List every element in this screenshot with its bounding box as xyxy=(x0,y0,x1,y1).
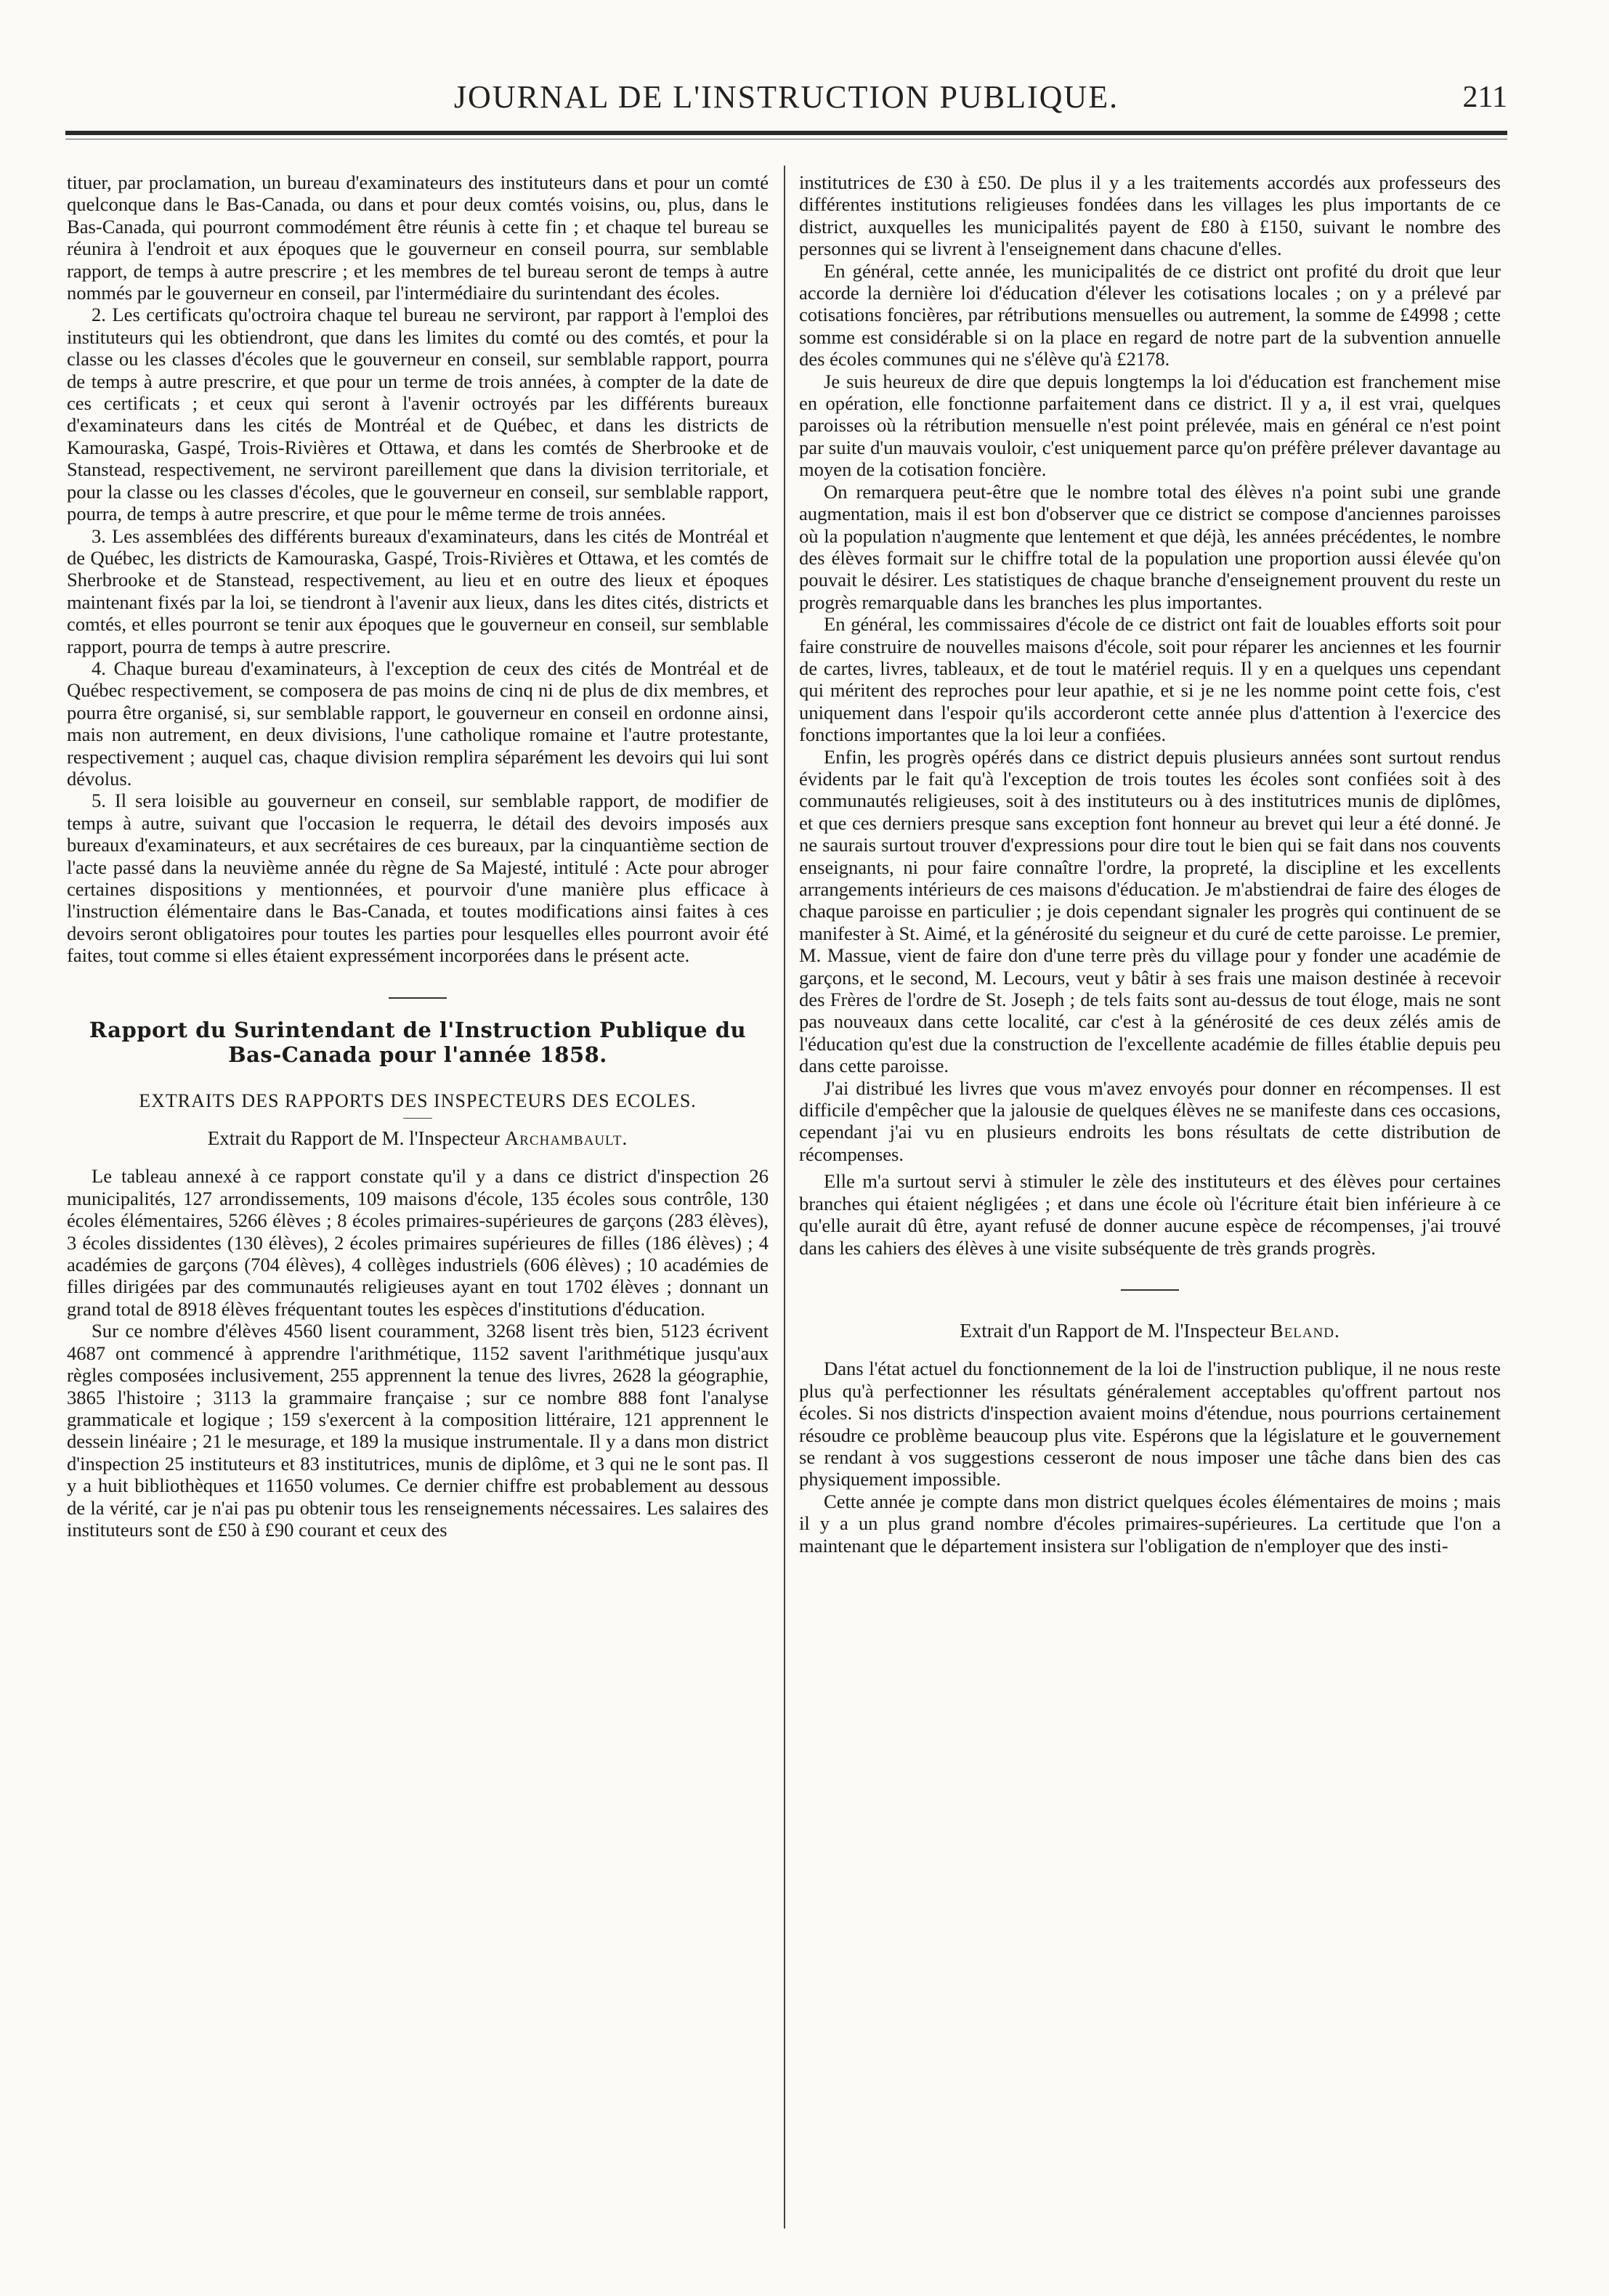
paragraph: Dans l'état actuel du fonctionnement de la loi de l'instruction publique, il ne nous reste plus qu'à perfectionner les résultats généralement acceptables qu'offrent partout nos écoles. Si nos districts d'inspection avaient moins d'étendue, nous pourrions certainement résoudre ce problème beaucoup plus vite. Espérons que la législature et le gouvernement se rendant à vos suggestions cesseront de nous imposer une tâche dans bien des cas physiquement impossible. xyxy=(799,1358,1501,1490)
inspector-name: Beland. xyxy=(1270,1319,1340,1342)
paragraph: Sur ce nombre d'élèves 4560 lisent couramment, 3268 lisent très bien, 5123 écrivent 4687 ont commencé à apprendre l'arithmétique, 1152 savent l'arithmétique jusqu'aux règles composées inclusivement, 255 apprennent la tenue des livres, 2628 la géographie, 3865 l'histoire ; 3113 la grammaire française ; sur ce nombre 888 font l'analyse grammaticale et logique ; 159 s'exercent à la composition littéraire, 121 apprennent le dessein linéaire ; 21 le mesurage, et 189 la musique instrumentale. Il y a dans mon district d'inspection 25 instituteurs et 83 institutrices, munis de diplôme, et 3 qui ne le sont pas. Il y a huit bibliothèques et 11650 volumes. Ce dernier chiffre est probablement au dessous de la vérité, car je n'ai pas pu obtenir tous les renseignements nécessaires. Les salaires des instituteurs sont de £50 à £90 courant et ceux des xyxy=(67,1320,769,1541)
paragraph: Cette année je compte dans mon district quelques écoles élémentaires de moins ; mais il y a un plus grand nombre d'écoles primaires-supérieures. La certitude que l'on a maintenant que le département insistera sur l'obligation de n'employer que des insti- xyxy=(799,1490,1501,1557)
extract-heading xyxy=(799,1320,1501,1342)
paragraph: 2. Les certificats qu'octroira chaque tel bureau ne serviront, par rapport à l'emploi des instituteurs qui les obtiendront, que dans les limites du comté ou des comtés, et pour la classe ou les classes d'écoles que le gouverneur en conseil, sur semblable rapport, pourra de temps à autre prescrire, et que pour un terme de trois années, à compter de la date de ces certificats ; et ceux qui seront à l'avenir octroyés par les différents bureaux d'examinateurs dans les cités de Montréal et de Québec, et dans les districts de Kamouraska, Gaspé, Trois-Rivières et Ottawa, et dans les comtés de Sherbrooke et de Stanstead, respectivement, ne serviront pareillement que dans la division territoriale, et pour la classe ou les classes d'écoles, que le gouverneur en conseil, sur semblable rapport, pourra, de temps à autre prescrire, et que pour le même terme de trois années. xyxy=(67,304,769,525)
left-column xyxy=(67,171,769,2227)
paragraph: J'ai distribué les livres que vous m'avez envoyés pour donner en récompenses. Il est difficile d'empêcher que la jalousie de quelques élèves ne se manifeste dans ces occasions, cependant j'ai vu en plusieurs endroits les bons résultats de cette distribution de récompenses. xyxy=(799,1076,1501,1165)
inspector-name: Archambault. xyxy=(504,1127,628,1150)
running-head xyxy=(65,71,1507,122)
paragraph: Enfin, les progrès opérés dans ce district depuis plusieurs années sont surtout rendus évidents par le fait qu'à l'exception de trois toutes les écoles sont confiées soit à des communautés religieuses, soit à des instituteurs ou à des institutrices munis de diplômes, et que ces derniers presque sans exception font honneur au brevet qui leur a été donné. Je ne saurais surtout trouver d'expressions pour dire tout le bien qui se fait dans nos couvents enseignants, ni pour faire connaître l'ordre, la propreté, la discipline et les excellents arrangements intérieurs de ces maisons d'éducation. Je m'abstiendrai de faire des éloges de chaque paroisse en particulier ; je dois cependant signaler les progrès qui continuent de se manifester à St. Aimé, et la générosité du seigneur et du curé de cette paroisse. Le premier, M. Massue, vient de faire don d'une terre près du village pour y fonder une académie de garçons, et le second, M. Lecours, veut y bâtir à ses frais une maison destinée à recevoir des Frères de l'ordre de St. Joseph ; de tels faits sont au-dessus de tout éloge, mais ne sont pas nouveaux dans cette localité, car c'est à la générosité de ces deux zélés amis de l'éducation qu'est due la construction de l'excellente académie de filles établie depuis peu dans cette paroisse. xyxy=(799,745,1501,1077)
right-column xyxy=(799,171,1501,2227)
paragraph: Je suis heureux de dire que depuis longtemps la loi d'éducation est franchement mise en opération, elle fonctionne parfaitement dans ce district. Il y a, il est vrai, quelques paroisses où la rétribution mensuelle n'est point prélevée, mais en général ce n'est point par suite d'un mauvais vouloir, c'est uniquement parce qu'on préfère prélever davantage au moyen de la cotisation foncière. xyxy=(799,370,1501,481)
journal-title: JOURNAL DE L'INSTRUCTION PUBLIQUE. xyxy=(453,79,1119,115)
paragraph: 3. Les assemblées des différents bureaux d'examinateurs, dans les cités de Montréal et de Québec, les districts de Kamouraska, Gaspé, Trois-Rivières et Ottawa, et les comtés de Sherbrooke et de Stanstead, respectivement, au lieu et en outre des lieux et époques maintenant fixés par la loi, se tiendront à l'avenir aux lieux, dans les dites cités, districts et comtés, et elles pourront se tenir aux époques que le gouverneur en conseil, sur semblable rapport, pourra de temps à autre prescrire. xyxy=(67,524,769,657)
paragraph: En général, les commissaires d'école de ce district ont fait de louables efforts soit pour faire construire de nouvelles maisons d'école, soit pour réparer les anciennes et les fournir de cartes, livres, tableaux, et de tout le matériel requis. Il y en a quelques uns cependant qui méritent des reproches pour leur apathie, et si je ne les nomme point cette fois, c'est uniquement dans l'espoir qu'ils accorderont cette année plus d'attention à l'exercice des fonctions importantes que la loi leur a confiées. xyxy=(799,613,1501,746)
section-rule xyxy=(1121,1289,1179,1291)
paragraph: 5. Il sera loisible au gouverneur en conseil, sur semblable rapport, de modifier de temps à autre, suivant que l'occasion le requerra, le détail des devoirs imposés aux bureaux d'examinateurs, et aux secrétaires de ces bureaux, par la cinquantième section de l'acte passé dans la neuvième année du règne de Sa Majesté, intitulé : Acte pour abroger certaines dispositions y mentionnées, et pourvoir d'une manière plus efficace à l'instruction élémentaire dans le Bas-Canada, et toutes modifications ainsi faites à ces devoirs seront obligatoires pour toutes les parties pour lesquelles elles pourront avoir été faites, tout comme si elles étaient expressément incorporées dans le présent acte. xyxy=(67,790,769,967)
header-rule xyxy=(65,131,1507,135)
extract-heading-prefix: Extrait d'un Rapport de M. l'Inspecteur xyxy=(960,1319,1265,1342)
paragraph: En général, cette année, les municipalités de ce district ont profité du droit que leur accorde la dernière loi d'éducation d'élever les cotisations locales ; on y a prélevé par cotisations foncières, par rétributions mensuelles ou autrement, la somme de £4998 ; cette somme est considérable si on la place en regard de notre part de la subvention annuelle des écoles communes qui ne s'élève qu'à £2178. xyxy=(799,259,1501,370)
paragraph: On remarquera peut-être que le nombre total des élèves n'a point subi une grande augmentation, mais il est bon d'observer que ce district se compose d'anciennes paroisses où la population n'augmente que lentement et que déjà, les années précédentes, le nombre des élèves formait sur le chiffre total de la population une proportion aussi élevée qu'on pouvait le désirer. Les statistiques de chaque branche d'enseignement prouvent du reste un progrès remarquable dans les branches les plus importantes. xyxy=(799,480,1501,613)
paragraph: Le tableau annexé à ce rapport constate qu'il y a dans ce district d'inspection 26 municipalités, 127 arrondissements, 109 maisons d'école, 135 écoles sous contrôle, 130 écoles élémentaires, 5266 élèves ; 8 écoles primaires-supérieures de garçons (283 élèves), 3 écoles dissidentes (130 élèves), 2 écoles primaires supérieures de filles (186 élèves) ; 4 académies de garçons (704 élèves), 4 collèges industriels (606 élèves) ; 10 académies de filles dirigées par des communautés religieuses ayant en tout 1702 élèves ; donnant un grand total de 8918 élèves fréquentant toutes les espèces d'institutions d'éducation. xyxy=(67,1165,769,1320)
paragraph: tituer, par proclamation, un bureau d'examinateurs des instituteurs dans et pour un comté quelconque dans le Bas-Canada, ou dans et pour deux comtés voisins, ou, plus, dans le Bas-Canada, qui pourront commodément être réunis à cette fin ; et chaque tel bureau se réunira à l'endroit et aux époques que le gouverneur en conseil pourra, sur semblable rapport, de temps à autre prescrire ; et les membres de tel bureau seront de temps à autre nommés par le gouverneur en conseil, par l'intermédiaire du surintendant des écoles. xyxy=(67,171,769,304)
column-divider xyxy=(784,166,785,2228)
paragraph: institutrices de £30 à £50. De plus il y a les traitements accordés aux professeurs des différentes institutions religieuses fondées dans les villages les plus importants de ce district, auxquelles les municipalités payent de £80 à £150, suivant le nombre des personnes qui se livrent à l'enseignement dans chacune d'elles. xyxy=(799,171,1501,260)
section-rule xyxy=(389,997,447,999)
report-subtitle: EXTRAITS DES RAPPORTS DES INSPECTEURS DES ECOLES. xyxy=(139,1090,697,1111)
paragraph: 4. Chaque bureau d'examinateurs, à l'exception de ceux des cités de Montréal et de Québec respectivement, se composera de pas moins de cinq ni de plus de dix membres, et pourra être organisé, si, sur semblable rapport, le gouverneur en conseil en ordonne ainsi, mais non autrement, en deux divisions, l'une catholique romaine et l'autre protestante, respectivement ; auquel cas, chaque division remplira séparément les devoirs qui lui sont dévolus. xyxy=(67,657,769,790)
paragraph: Elle m'a surtout servi à stimuler le zèle des instituteurs et des élèves pour certaines branches qui étaient négligées ; et dans une école où l'écriture était bien inférieure à ce qu'elle aurait dû être, ayant refusé de donner aucune espèce de récompenses, j'ai trouvé dans les cahiers des élèves à une visite subséquente de très grands progrès. xyxy=(799,1170,1501,1259)
section-rule xyxy=(403,1118,432,1119)
page-number: 211 xyxy=(1462,81,1507,114)
report-title: Rapport du Surintendant de l'Instruction Publique du Bas-Canada pour l'année 1858. xyxy=(89,1017,747,1067)
extract-heading xyxy=(67,1127,769,1149)
extract-heading-prefix: Extrait du Rapport de M. l'Inspecteur xyxy=(207,1127,500,1150)
